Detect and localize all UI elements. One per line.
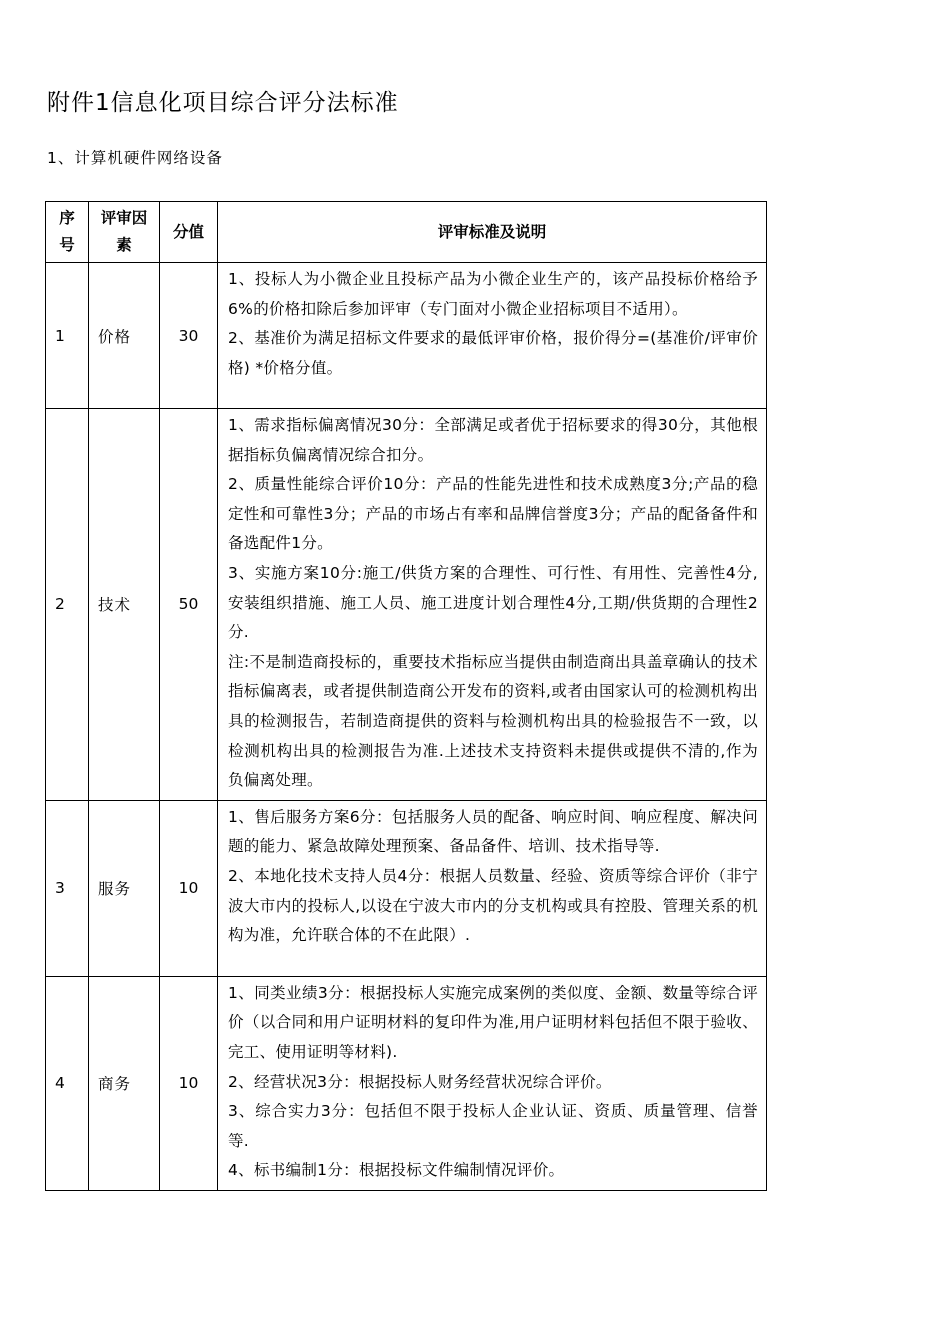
row-index: 4 (46, 976, 89, 1190)
table-row (46, 976, 767, 1190)
criteria-item: 1、同类业绩3分：根据投标人实施完成案例的类似度、金额、数量等综合评价（以合同和用户证明材料的复印件为准,用户证明材料包括但不限于验收、完工、使用证明等材料). (228, 983, 758, 1061)
criteria-item: 2、经营状况3分：根据投标人财务经营状况综合评价。 (228, 1072, 612, 1091)
criteria-item: 2、基准价为满足招标文件要求的最低评审价格，报价得分=(基准价/评审价格) *价格分值。 (228, 329, 758, 377)
table-header-row (46, 202, 767, 263)
page-title: 附件1信息化项目综合评分法标准 (47, 90, 399, 116)
criteria-item: 1、售后服务方案6分：包括服务人员的配备、响应时间、响应程度、解决问题的能力、紧急故障处理预案、备品备件、培训、技术指导等. (228, 807, 758, 856)
row-criteria (218, 800, 767, 976)
table-row (46, 263, 767, 409)
row-index: 1 (46, 263, 89, 409)
criteria-item: 2、本地化技术支持人员4分：根据人员数量、经验、资质等综合评价（非宁波大市内的投标人,以设在宁波大市内的分支机构或具有控股、管理关系的机构为准，允许联合体的不在此限）. (228, 866, 758, 945)
row-criteria (218, 263, 767, 409)
header-index: 序号 (46, 202, 89, 263)
row-factor: 服务 (89, 800, 160, 976)
header-score: 分值 (160, 202, 218, 263)
criteria-item: 1、投标人为小微企业且投标产品为小微企业生产的，该产品投标价格给予6%的价格扣除后参加评审（专门面对小微企业招标项目不适用）。 (228, 270, 758, 318)
criteria-item: 3、实施方案10分:施工/供货方案的合理性、可行性、有用性、完善性4分,安装组织措施、施工人员、施工进度计划合理性4分,工期/供货期的合理性2分. (228, 563, 758, 642)
table-row (46, 409, 767, 801)
row-index: 3 (46, 800, 89, 976)
section-heading: 1、计算机硬件网络设备 (47, 149, 223, 167)
header-criteria: 评审标准及说明 (218, 202, 767, 263)
row-score: 30 (160, 263, 218, 409)
row-index: 2 (46, 409, 89, 801)
scoring-table (45, 201, 767, 1191)
row-score: 50 (160, 409, 218, 801)
criteria-item: 3、综合实力3分：包括但不限于投标人企业认证、资质、质量管理、信誉等. (228, 1102, 758, 1150)
row-factor: 商务 (89, 976, 160, 1190)
criteria-item: 1、需求指标偏离情况30分：全部满足或者优于招标要求的得30分，其他根据指标负偏离情况综合扣分。 (228, 416, 758, 464)
row-criteria (218, 976, 767, 1190)
row-factor: 技术 (89, 409, 160, 801)
criteria-item: 2、质量性能综合评价10分：产品的性能先进性和技术成熟度3分;产品的稳定性和可靠性3分；产品的市场占有率和品牌信誉度3分；产品的配备备件和备选配件1分。 (228, 475, 758, 553)
table-row (46, 800, 767, 976)
criteria-item: 4、标书编制1分：根据投标文件编制情况评价。 (228, 1161, 565, 1180)
row-criteria (218, 409, 767, 801)
row-score: 10 (160, 976, 218, 1190)
header-factor: 评审因素 (89, 202, 160, 263)
row-score: 10 (160, 800, 218, 976)
row-factor: 价格 (89, 263, 160, 409)
criteria-note: 注:不是制造商投标的，重要技术指标应当提供由制造商出具盖章确认的技术指标偏离表，或者提供制造商公开发布的资料,或者由国家认可的检测机构出具的检测报告，若制造商提供的资料与检测机构出具的检验报告不一致，以检测机构出具的检测报告为准.上述技术支持资料未提供或提供不清的,作为负偏离处理。 (228, 652, 758, 790)
